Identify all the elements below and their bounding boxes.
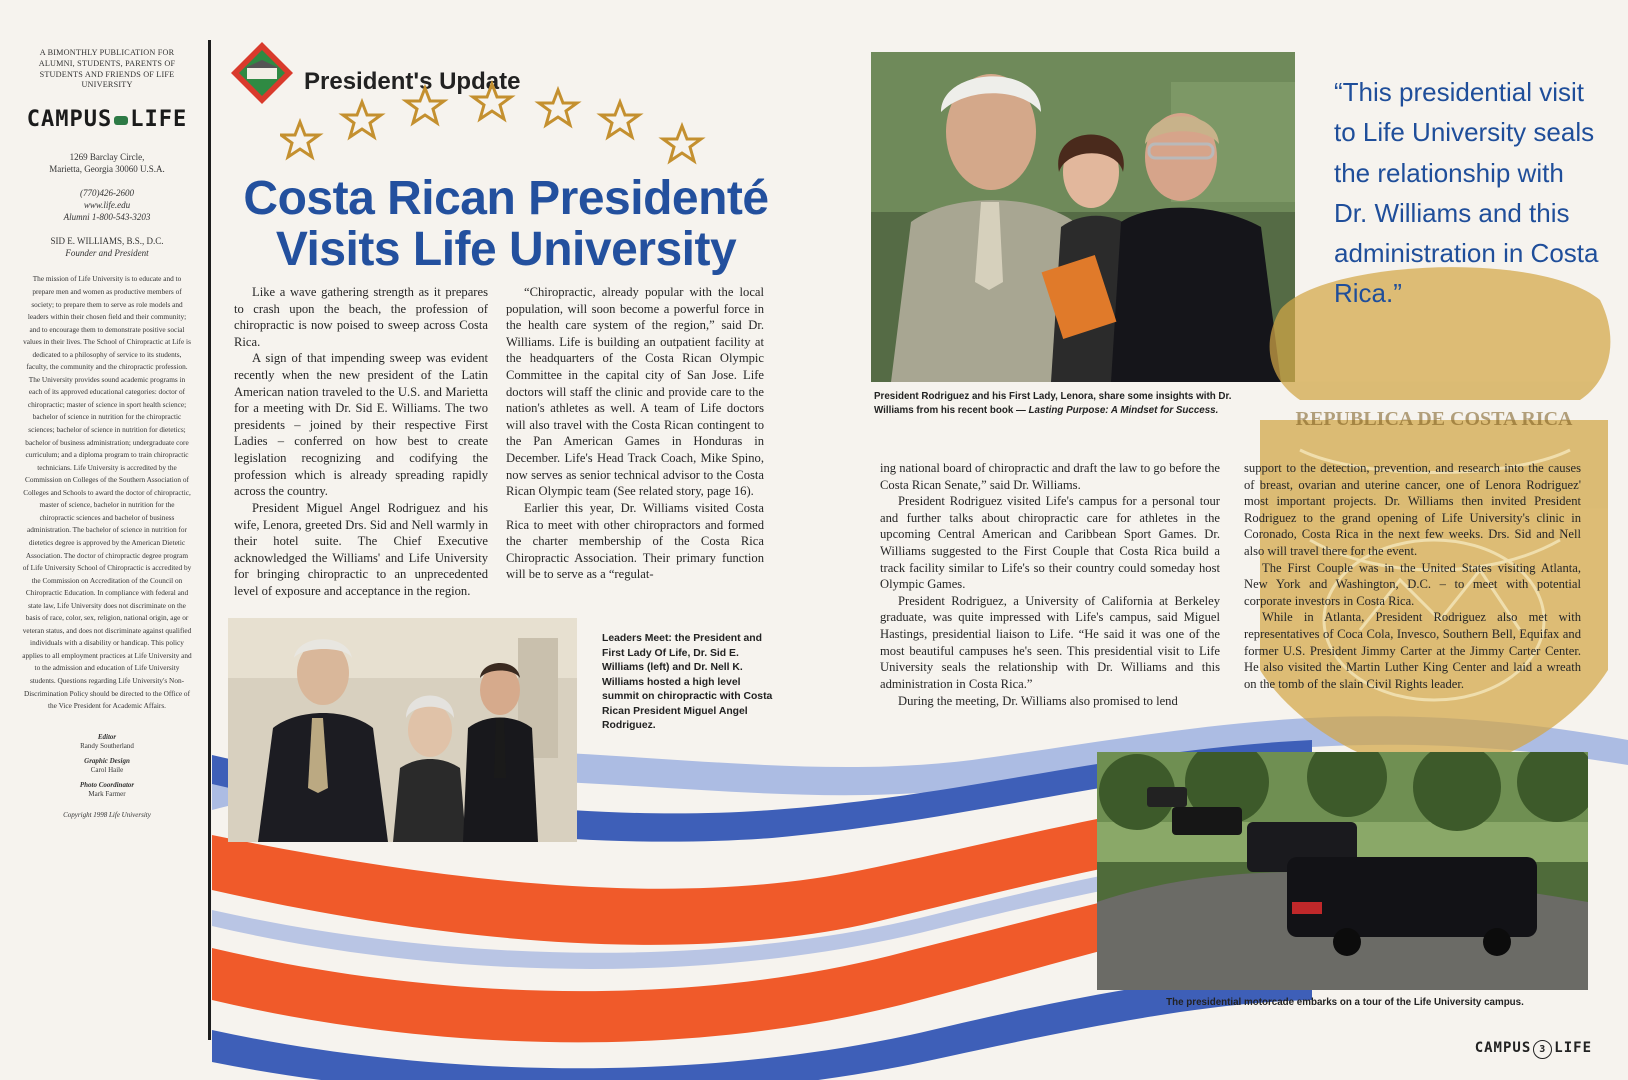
paragraph: The First Couple was in the United States visiting Atlanta, New York and Washington, D.C. – to meet with potential corporate investors in Costa Rica. <box>1244 560 1581 608</box>
mission-statement: The mission of Life University is to educate and to prepare men and women as productive members of society; to prepare them to serve as role models and leaders within their chosen field and their community; and to encourage them to demonstrate positive social values in their lives. The School of Chiropractic at Life is dedicated to a philosophy of service to its students, faculty, the community and the chiropractic profession. The University provides sound academic programs in each of its approved educational categories: doctor of chiropractic; master of science in sport health science; bachelor of science in nutrition for the chiropractic sciences; bachelor of science in nutrition for dietetics; bachelor of business administration; undergraduate core curriculum; and a diploma program to train chiropractic technicians. Life University is accredited by the Commission on Colleges of the Southern Association of Colleges and Schools to award the doctor of chiropractic, master of science, bachelor in nutrition for the chiropractic sciences and bachelor of business administration. The bachelor of science in nutrition for dietetics degree is approved by the American Dietetic Association. The doctor of chiropractic degree program of Life University School of Chiropractic is accredited by the Commission on Accreditation of the Council on Chiropractic Education. In compliance with federal and state law, Life University does not discriminate on the basis of race, color, sex, religion, national origin, age or veteran status, and does not discriminate against qualified individuals with a disability or handicap. This policy applies to all employment practices at Life University and to the admission and education of Life University students. Questions regarding Life University's Non-Discrimination Policy should be directed to the Office of the Vice President for Academic Affairs. <box>22 274 192 711</box>
logo-right: LIFE <box>130 107 188 133</box>
contact-info <box>14 188 200 224</box>
star-icon <box>473 84 511 119</box>
editor-name: Randy Southerland <box>80 741 134 750</box>
leaders-caption: Leaders Meet: the President and First Lady Of Life, Dr. Sid E. Williams (left) and Dr. Nell K. Williams hosted a high level summit on chiropractic with Costa Rican President Miguel Angel Rodriguez. <box>602 633 773 732</box>
page-footer <box>1475 1040 1592 1059</box>
book-title: Lasting Purpose: A Mindset for Success. <box>1028 405 1219 417</box>
article-column-2 <box>506 284 764 583</box>
article-headline <box>226 174 786 276</box>
paragraph: “Chiropractic, already popular with the local population, will soon become a powerful force in the health care system of the region,” said Dr. Williams. Life is building an outpatient facility at the headquarters of the Costa Rican Olympic Committee in the capital city of San Jose. Life doctors will staff the clinic and provide care to the nation's athletes as well. A team of Life doctors will also travel with the Costa Rican contingent to the Pan American Games in Honduras in December. Life's Head Track Coach, Mike Spino, now serves as senior technical advisor to the Costa Rican Olympic team (See related story, page 16). <box>506 285 764 499</box>
column-divider <box>208 40 211 1040</box>
masthead-tagline: A BIMONTHLY PUBLICATION FOR ALUMNI, STUDENTS, PARENTS OF STUDENTS AND FRIENDS OF LIFE UNIVERSITY <box>38 48 176 90</box>
article-column-4 <box>1244 460 1581 693</box>
stars-decoration <box>280 80 720 180</box>
editor-role: Editor <box>97 732 117 741</box>
paragraph: Like a wave gathering strength as it prepares to crash upon the beach, the profession of chiropractic is now poised to sweep across Costa Rica. <box>234 285 488 349</box>
address <box>14 152 200 176</box>
photo-name: Mark Farmer <box>88 790 126 799</box>
campus-life-logo <box>14 105 200 134</box>
photo-role: Photo Coordinator <box>79 780 135 789</box>
founder-name: SID E. WILLIAMS, B.S., D.C. <box>50 235 164 246</box>
paragraph: President Miguel Angel Rodriguez and his wife, Lenora, greeted Drs. Sid and Nell warmly in their hotel suite. The Chief Executive acknowledged the Williams' and Life University for bringing chiropractic to an unprecedented level of exposure and acceptance in the region. <box>234 500 488 598</box>
motorcade-caption: The presidential motorcade embarks on a tour of the Life University campus. <box>1166 997 1524 1008</box>
article-column-3 <box>880 460 1220 709</box>
headline-line1: Costa Rican Presidenté <box>243 172 769 225</box>
footer-logo-right: LIFE <box>1554 1040 1592 1056</box>
star-icon <box>601 102 639 137</box>
footer-logo-left: CAMPUS <box>1474 1040 1532 1056</box>
staff-credits <box>14 733 200 800</box>
paragraph: President Rodriguez visited Life's campus for a personal tour and further talks about chiropractic care for athletes in the upcoming Central American and Caribbean Sport Games. Dr. Williams suggested to the First Couple that Costa Rica build a track facility similar to Life's so their country could someday host Olympic Games. <box>880 494 1220 592</box>
star-icon <box>281 122 319 157</box>
paragraph: During the meeting, Dr. Williams also promised to lend <box>898 693 1178 708</box>
section-title: President's Update <box>304 68 521 95</box>
address-line2: Marietta, Georgia 30060 U.S.A. <box>49 164 165 175</box>
paragraph: ing national board of chiropractic and draft the law to go before the Costa Rican Senate,” said Dr. Williams. <box>880 461 1220 492</box>
star-icon <box>343 102 381 137</box>
masthead <box>14 48 200 820</box>
seal-text: REPUBLICA DE COSTA RICA <box>1295 408 1573 430</box>
star-icon <box>539 90 577 125</box>
address-line1: 1269 Barclay Circle, <box>69 152 145 163</box>
headline-line2: Visits Life University <box>275 222 737 276</box>
copyright: Copyright 1998 Life University <box>63 811 151 820</box>
pull-quote: “This presidential visit to Life University seals the relationship with Dr. Williams and this administration in Costa Rica.” <box>1334 77 1599 309</box>
book-caption-text: President Rodriguez and his First Lady, Lenora, share some insights with Dr. Williams from his recent book — <box>874 391 1232 417</box>
paragraph: Earlier this year, Dr. Williams visited Costa Rica to meet with other chiropractors and formed the charter membership of the Costa Rica Chiropractic Association. Their primary function will be to serve as a “regulat- <box>506 500 764 582</box>
paragraph: A sign of that impending sweep was evident recently when the new president of the Latin American nation traveled to the U.S. and Marietta for a meeting with Dr. Sid E. Williams. The two presidents – joined by their respective First Ladies – conferred on how best to create legislation recognizing and codifying the profession which is already spreading rapidly across the country. <box>234 351 488 499</box>
founder-role: Founder and President <box>65 247 149 258</box>
logo-left: CAMPUS <box>26 107 113 133</box>
article-column-1 <box>234 284 488 600</box>
motorcade-photo <box>1097 752 1588 990</box>
leaders-meet-photo <box>228 618 577 842</box>
book-sharing-photo <box>871 52 1295 382</box>
paragraph: President Rodriguez, a University of California at Berkeley graduate, was quite impressed with Life's campus, said Miguel Hastings, presidential liaison to Life. “He said it was one of the most beautiful campuses he's seen. This presidential visit to Life University seals the relationship with Dr. Williams and this administration in Costa Rica.” <box>880 593 1220 691</box>
paragraph: support to the detection, prevention, and research into the causes of breast, ovarian and uterine cancer, one of Lenora Rodriguez' most important projects. Dr. Williams then invited President Rodriguez to the grand opening of Life University's clinic in Coronado, Costa Rica in the next few weeks. Drs. Sid and Nell also will travel there for the event. <box>1244 461 1581 559</box>
star-icon <box>406 88 444 123</box>
paragraph: While in Atlanta, President Rodriguez also met with representatives of Coca Cola, Invesco, Southern Bell, Equifax and former U.S. President Jimmy Carter at the Jimmy Carter Center. He also visited the Martin Luther King Center and laid a wreath on the tomb of the slain Civil Rights leader. <box>1244 610 1581 691</box>
design-role: Graphic Design <box>84 756 130 765</box>
phone: (770)426-2600 <box>80 188 134 199</box>
book-caption <box>874 390 1234 418</box>
star-icon <box>663 126 701 161</box>
web-address: www.life.edu <box>83 199 131 210</box>
alumni-phone: Alumni 1-800-543-3203 <box>63 211 151 222</box>
logo-emblem-icon <box>114 116 128 125</box>
page-number: 3 <box>1533 1040 1552 1059</box>
design-name: Carol Haile <box>90 765 124 774</box>
